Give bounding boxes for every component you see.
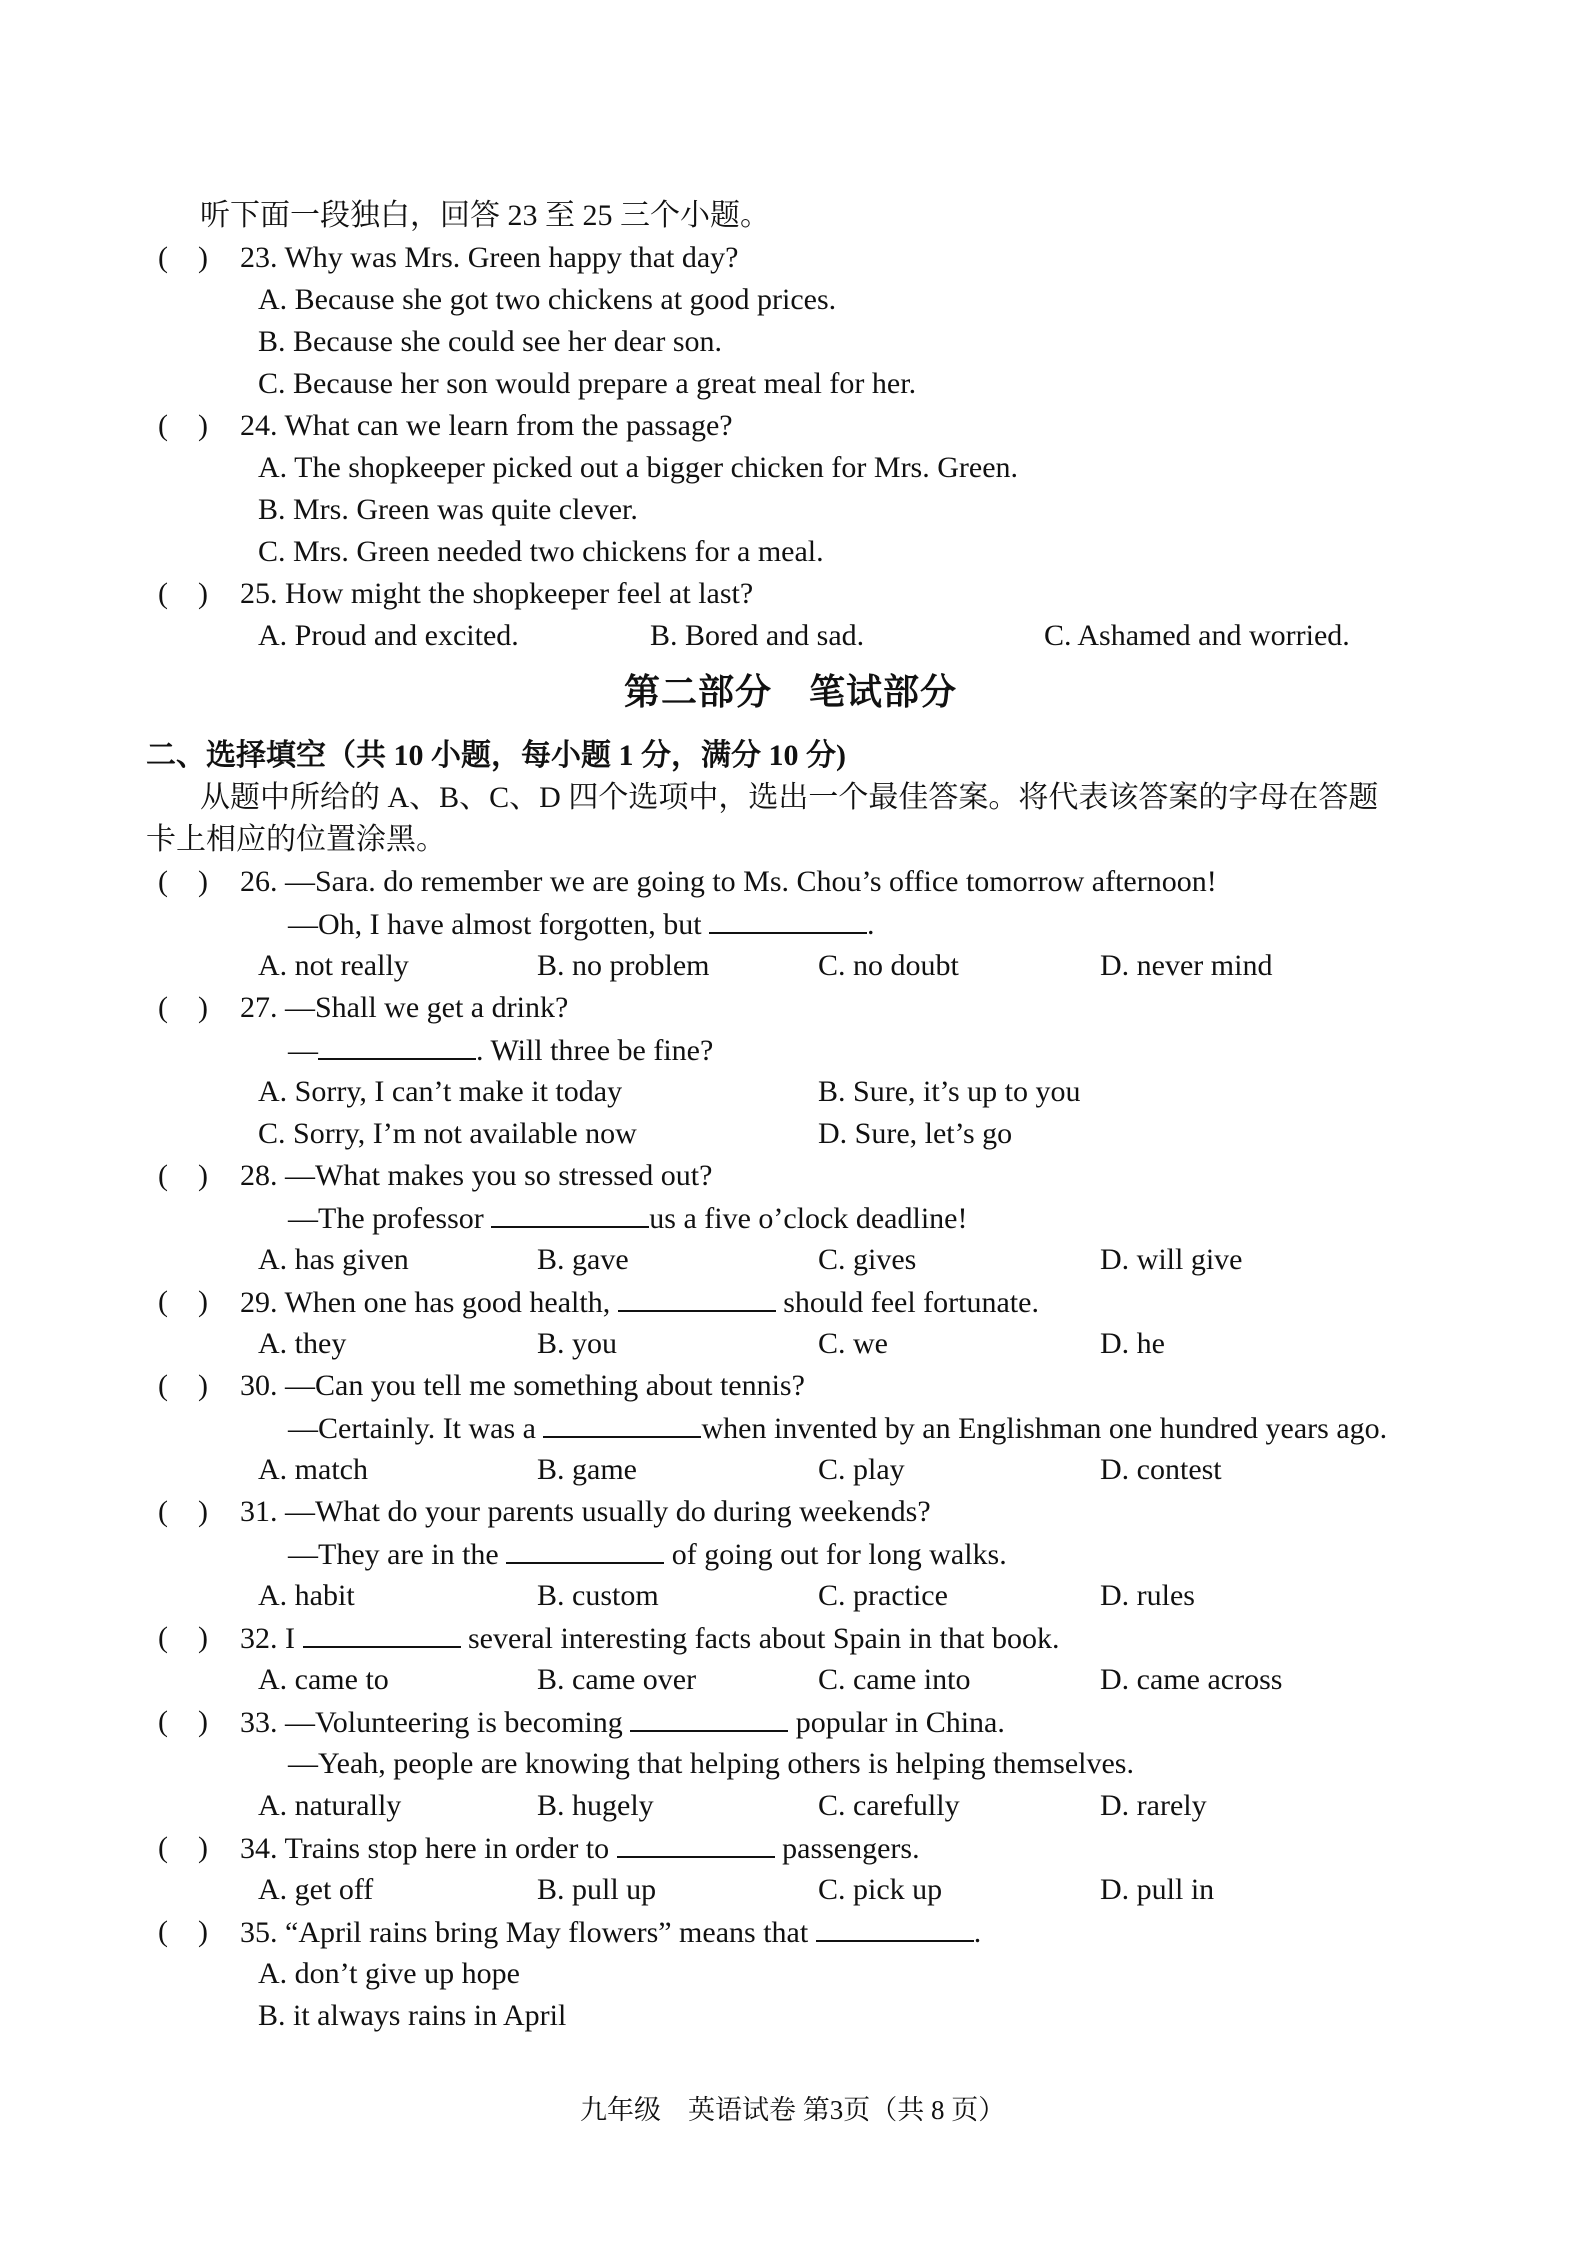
question-32-option-c: C. came into — [818, 1663, 971, 1696]
question-23-option-b: B. Because she could see her dear son. — [258, 325, 723, 358]
question-30-option-d: D. contest — [1100, 1453, 1222, 1486]
answer-blank — [303, 1620, 461, 1648]
question-33-option-a: A. naturally — [258, 1789, 402, 1822]
answer-paren: ( ) — [158, 1831, 208, 1864]
question-24-option-c: C. Mrs. Green needed two chickens for a meal. — [258, 535, 824, 568]
question-31-option-d: D. rules — [1100, 1579, 1195, 1612]
question-26-option-c: C. no doubt — [818, 949, 959, 982]
question-34-stem: 34. Trains stop here in order to passengers. — [240, 1832, 920, 1865]
answer-blank — [491, 1200, 649, 1228]
answer-paren: ( ) — [158, 1915, 208, 1948]
question-29-stem: 29. When one has good health, should feel fortunate. — [240, 1286, 1039, 1319]
question-24-option-b: B. Mrs. Green was quite clever. — [258, 493, 638, 526]
question-27-option-d: D. Sure, let’s go — [818, 1117, 1013, 1150]
question-35-option-a: A. don’t give up hope — [258, 1957, 520, 1990]
question-28-option-c: C. gives — [818, 1243, 917, 1276]
question-31-option-a: A. habit — [258, 1579, 355, 1612]
question-34-option-d: D. pull in — [1100, 1873, 1215, 1906]
question-35-stem: 35. “April rains bring May flowers” means that . — [240, 1916, 982, 1949]
section-two-instruction-1: 从题中所给的 A、B、C、D 四个选项中，选出一个最佳答案。将代表该答案的字母在答题 — [200, 781, 1379, 814]
question-34-option-a: A. get off — [258, 1873, 374, 1906]
answer-blank — [617, 1830, 775, 1858]
question-31-stem: 31. —What do your parents usually do during weekends? — [240, 1495, 931, 1528]
answer-paren: ( ) — [158, 1285, 208, 1318]
question-32-option-b: B. came over — [537, 1663, 697, 1696]
question-26-line2: —Oh, I have almost forgotten, but . — [288, 908, 875, 941]
answer-paren: ( ) — [158, 1495, 208, 1528]
question-25-option-b: B. Bored and sad. — [650, 619, 865, 652]
answer-blank — [618, 1284, 776, 1312]
question-29-option-b: B. you — [537, 1327, 618, 1360]
question-28-option-b: B. gave — [537, 1243, 629, 1276]
question-25-option-a: A. Proud and excited. — [258, 619, 519, 652]
question-28-option-a: A. has given — [258, 1243, 409, 1276]
question-26-stem: 26. —Sara. do remember we are going to Ms. Chou’s office tomorrow afternoon! — [240, 865, 1217, 898]
answer-paren: ( ) — [158, 1369, 208, 1402]
question-27-stem: 27. —Shall we get a drink? — [240, 991, 569, 1024]
answer-paren: ( ) — [158, 991, 208, 1024]
question-27-option-c: C. Sorry, I’m not available now — [258, 1117, 637, 1150]
question-33-stem: 33. —Volunteering is becoming popular in China. — [240, 1706, 1005, 1739]
question-33-option-c: C. carefully — [818, 1789, 960, 1822]
answer-blank — [816, 1914, 974, 1942]
question-34-option-b: B. pull up — [537, 1873, 657, 1906]
question-32-stem: 32. I several interesting facts about Spain in that book. — [240, 1622, 1060, 1655]
part-two-title: 第二部分 笔试部分 — [624, 672, 958, 712]
listening-instruction: 听下面一段独白，回答 23 至 25 三个小题。 — [200, 199, 770, 232]
question-28-option-d: D. will give — [1100, 1243, 1243, 1276]
question-28-line2: —The professor us a five o’clock deadline! — [288, 1202, 968, 1235]
question-31-option-c: C. practice — [818, 1579, 948, 1612]
answer-paren: ( ) — [158, 1705, 208, 1738]
question-27-line2: — . Will three be fine? — [288, 1034, 714, 1067]
page-footer: 九年级 英语试卷 第3页（共 8 页） — [580, 2095, 1006, 2125]
question-29-option-c: C. we — [818, 1327, 888, 1360]
question-27-option-b: B. Sure, it’s up to you — [818, 1075, 1081, 1108]
question-29-option-d: D. he — [1100, 1327, 1165, 1360]
question-26-option-d: D. never mind — [1100, 949, 1273, 982]
question-30-line2: —Certainly. It was a when invented by an Englishman one hundred years ago. — [288, 1412, 1388, 1445]
question-32-option-d: D. came across — [1100, 1663, 1283, 1696]
question-33-line2: —Yeah, people are knowing that helping others is helping themselves. — [288, 1747, 1134, 1780]
section-two-instruction-2: 卡上相应的位置涂黑。 — [146, 823, 446, 856]
question-23-option-a: A. Because she got two chickens at good prices. — [258, 283, 837, 316]
question-25-stem: 25. How might the shopkeeper feel at last? — [240, 577, 754, 610]
question-23-option-c: C. Because her son would prepare a great meal for her. — [258, 367, 917, 400]
answer-paren: ( ) — [158, 241, 208, 274]
question-26-option-b: B. no problem — [537, 949, 710, 982]
question-31-line2: —They are in the of going out for long walks. — [288, 1538, 1007, 1571]
question-25-option-c: C. Ashamed and worried. — [1044, 619, 1350, 652]
question-28-stem: 28. —What makes you so stressed out? — [240, 1159, 713, 1192]
question-33-option-b: B. hugely — [537, 1789, 654, 1822]
question-30-option-b: B. game — [537, 1453, 637, 1486]
question-29-option-a: A. they — [258, 1327, 347, 1360]
answer-paren: ( ) — [158, 1159, 208, 1192]
answer-blank — [709, 906, 867, 934]
answer-paren: ( ) — [158, 1621, 208, 1654]
question-24-stem: 24. What can we learn from the passage? — [240, 409, 733, 442]
answer-paren: ( ) — [158, 409, 208, 442]
question-30-stem: 30. —Can you tell me something about tennis? — [240, 1369, 805, 1402]
question-27-option-a: A. Sorry, I can’t make it today — [258, 1075, 623, 1108]
question-24-option-a: A. The shopkeeper picked out a bigger chicken for Mrs. Green. — [258, 451, 1019, 484]
question-33-option-d: D. rarely — [1100, 1789, 1207, 1822]
question-26-option-a: A. not really — [258, 949, 409, 982]
question-30-option-a: A. match — [258, 1453, 368, 1486]
answer-blank — [506, 1536, 664, 1564]
answer-paren: ( ) — [158, 577, 208, 610]
answer-blank — [318, 1032, 476, 1060]
section-two-heading: 二、选择填空（共 10 小题，每小题 1 分，满分 10 分) — [146, 739, 846, 772]
question-32-option-a: A. came to — [258, 1663, 389, 1696]
question-35-option-b: B. it always rains in April — [258, 1999, 567, 2032]
question-31-option-b: B. custom — [537, 1579, 659, 1612]
question-34-option-c: C. pick up — [818, 1873, 943, 1906]
answer-blank — [543, 1410, 701, 1438]
answer-blank — [630, 1704, 788, 1732]
question-23-stem: 23. Why was Mrs. Green happy that day? — [240, 241, 739, 274]
answer-paren: ( ) — [158, 865, 208, 898]
question-30-option-c: C. play — [818, 1453, 905, 1486]
